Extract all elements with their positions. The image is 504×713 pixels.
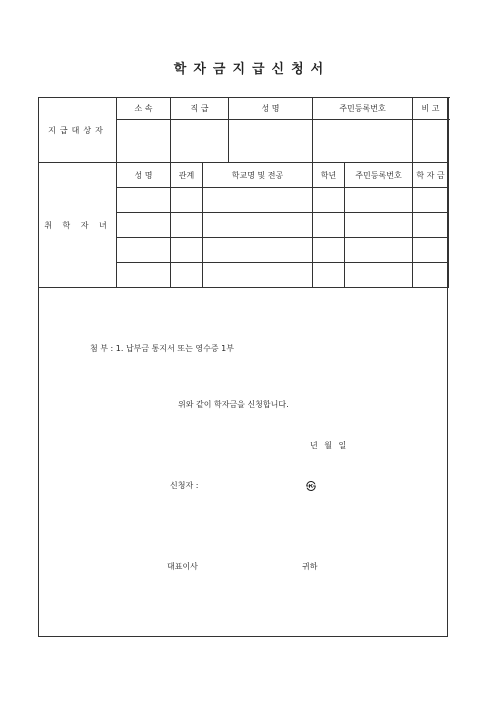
header-rank: 직 급 [171, 98, 229, 120]
child-resident-number-field[interactable] [345, 238, 413, 263]
application-table [38, 97, 449, 288]
child-grade-field[interactable] [313, 213, 345, 238]
recipient-name-field[interactable] [229, 120, 313, 163]
child-relationship-field[interactable] [171, 188, 203, 213]
date-line: 년 월 일 [310, 441, 347, 450]
header-relationship: 관계 [171, 163, 203, 188]
addressee-label: 대표이사 [167, 562, 198, 571]
child-grade-field[interactable] [313, 238, 345, 263]
recipient-affiliation-field[interactable] [117, 120, 171, 163]
child-tuition-field[interactable] [413, 238, 449, 263]
header-school-major: 학교명 및 전공 [203, 163, 313, 188]
header-child-resident-number: 주민등록번호 [345, 163, 413, 188]
application-statement: 위와 같이 학자금을 신청합니다. [178, 400, 289, 409]
header-tuition: 학 자 금 [413, 163, 449, 188]
child-name-field[interactable] [117, 238, 171, 263]
child-tuition-field[interactable] [413, 213, 449, 238]
header-name: 성 명 [229, 98, 313, 120]
child-school-field[interactable] [203, 213, 313, 238]
applicant-label: 신청자 : [170, 481, 199, 490]
recipient-resident-number-field[interactable] [313, 120, 413, 163]
header-affiliation: 소 속 [117, 98, 171, 120]
child-tuition-field[interactable] [413, 263, 449, 288]
header-grade: 학년 [313, 163, 345, 188]
children-section-label: 취 학 자 녀 [39, 163, 117, 288]
child-name-field[interactable] [117, 188, 171, 213]
child-resident-number-field[interactable] [345, 188, 413, 213]
child-resident-number-field[interactable] [345, 213, 413, 238]
seal-mark: ㉿ [306, 482, 316, 493]
child-resident-number-field[interactable] [345, 263, 413, 288]
form-title: 학자금지급신청서 [173, 62, 331, 77]
header-child-name: 성 명 [117, 163, 171, 188]
child-school-field[interactable] [203, 263, 313, 288]
child-grade-field[interactable] [313, 188, 345, 213]
recipient-rank-field[interactable] [171, 120, 229, 163]
child-relationship-field[interactable] [171, 263, 203, 288]
child-grade-field[interactable] [313, 263, 345, 288]
recipient-section-label: 지급대상자 [39, 98, 117, 163]
recipient-remarks-field[interactable] [413, 120, 449, 163]
child-school-field[interactable] [203, 238, 313, 263]
header-resident-number: 주민등록번호 [313, 98, 413, 120]
child-relationship-field[interactable] [171, 213, 203, 238]
child-school-field[interactable] [203, 188, 313, 213]
child-name-field[interactable] [117, 263, 171, 288]
child-tuition-field[interactable] [413, 188, 449, 213]
child-name-field[interactable] [117, 213, 171, 238]
attachment-note: 첨 부 : 1. 납부금 통지서 또는 영수증 1부 [90, 344, 234, 353]
honorific-label: 귀하 [302, 562, 318, 571]
child-relationship-field[interactable] [171, 238, 203, 263]
header-remarks: 비 고 [413, 98, 449, 120]
